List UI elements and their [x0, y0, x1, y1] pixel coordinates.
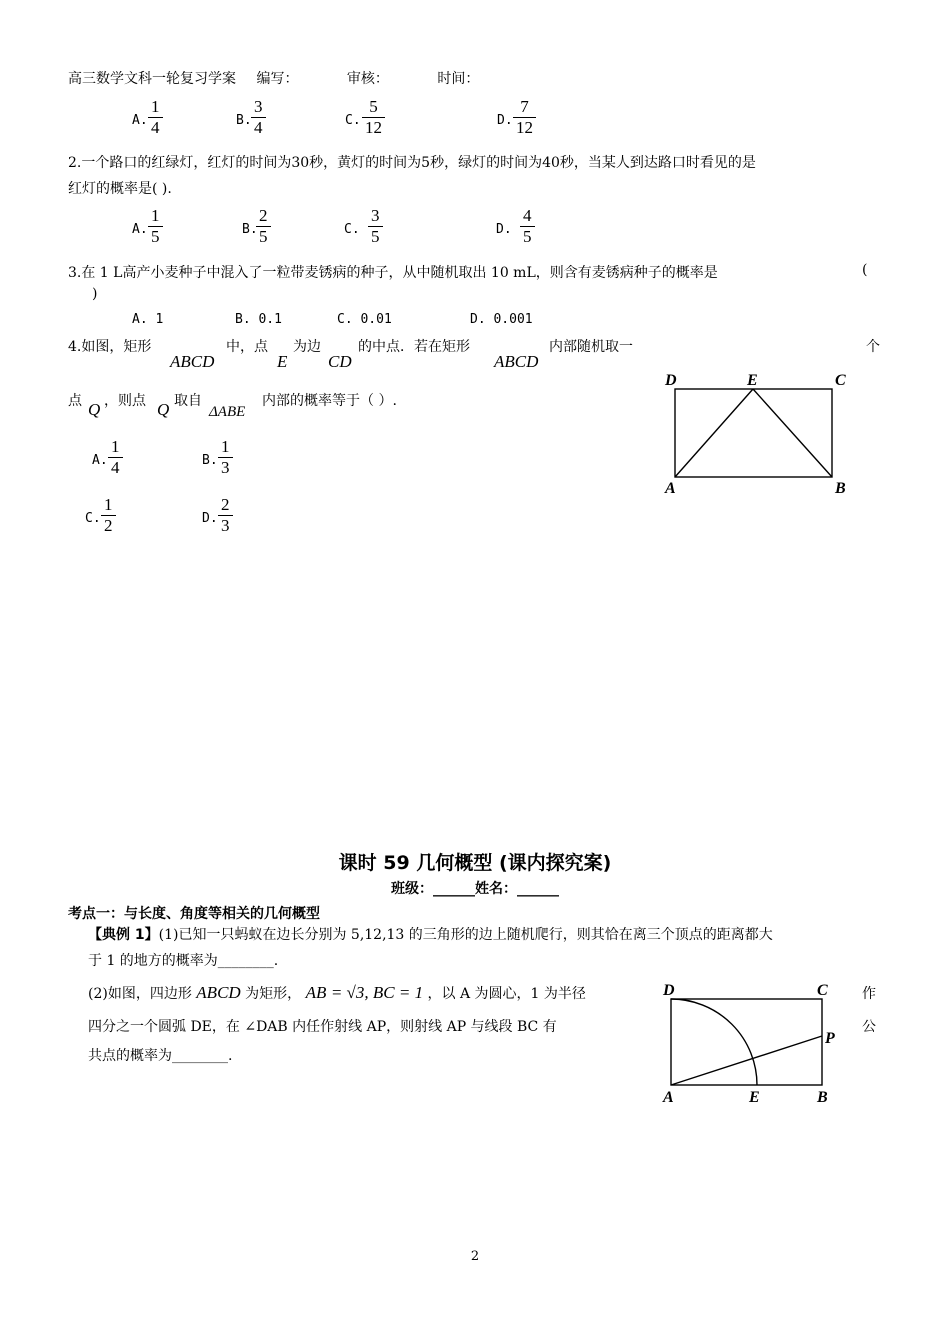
q1-option-label: A.	[132, 113, 148, 128]
q2-option-d-fraction: $\frac{4}{5}$	[520, 206, 535, 247]
q2-option-label: A.	[132, 222, 148, 237]
q4-math-q-2: Q	[157, 400, 170, 419]
example2-zuo: 作	[862, 986, 876, 1002]
q2-option-label: C.	[344, 222, 360, 237]
q4-rectangle	[675, 389, 832, 477]
q4-label-b: B	[835, 480, 846, 497]
q4-figure	[655, 366, 860, 501]
q4-text-2: 中，点	[226, 339, 268, 355]
q4-option-d-fraction: $\frac{2}{3}$	[218, 495, 233, 536]
q1-option-label: D.	[497, 113, 513, 128]
example2-line1	[88, 983, 586, 1003]
q4-label-e: E	[747, 372, 758, 389]
q4-option-a-fraction: $\frac{1}{4}$	[108, 437, 123, 478]
q2-line1: 2.一个路口的红绿灯，红灯的时间为30秒，黄灯的时间为5秒，绿灯的时间为40秒，当某人到达路口时看见的是	[68, 155, 756, 171]
q4-option-c-fraction: $\frac{1}{2}$	[101, 495, 116, 536]
example2-text-2: 为矩形，	[245, 986, 302, 1002]
q1-option-a-fraction: $\frac{1}{4}$	[148, 97, 163, 138]
q4-text-8: ，则点	[104, 393, 146, 409]
q3-option-a: A. 1	[132, 312, 164, 327]
q4-math-e: E	[277, 352, 288, 371]
example2-text-3: ，以 A 为圆心，1 为半径	[427, 986, 586, 1002]
q3-paren-open: (	[862, 262, 868, 278]
q4-option-label: C.	[85, 511, 101, 526]
q4-text-1: 4.如图，矩形	[68, 339, 152, 355]
q4-text-10: 内部的概率等于（ ）.	[262, 393, 397, 409]
header-title: 高三数学文科一轮复习学案	[68, 71, 236, 87]
q1-option-d-fraction: $\frac{7}{12}$	[513, 97, 536, 138]
header	[68, 68, 479, 88]
reviewer-label: 审核：	[346, 71, 389, 87]
q3-option-c: C. 0.01	[337, 312, 392, 327]
q4-text-4: 的中点．若在矩形	[358, 339, 470, 355]
example2-text-1: (2)如图，四边形	[88, 986, 192, 1002]
kaodian-heading: 考点一：与长度、角度等相关的几何概型	[68, 906, 320, 922]
q1-option-label: B.	[236, 113, 252, 128]
q2-line2: 红灯的概率是( ).	[68, 181, 172, 197]
q2-option-label: D.	[496, 222, 512, 237]
example1-line2: 于 1 的地方的概率为________.	[88, 953, 279, 969]
editor-label: 编写：	[256, 71, 299, 87]
q4-label-a: A	[665, 480, 676, 497]
q4-text-9: 取自	[174, 393, 202, 409]
q1-option-c-fraction: $\frac{5}{12}$	[362, 97, 385, 138]
q4-math-abcd-2: ABCD	[494, 352, 539, 371]
q4-option-label: D.	[202, 511, 218, 526]
q3-option-b: B. 0.1	[235, 312, 282, 327]
q4-text-6: 个	[866, 339, 880, 355]
page-number: 2	[470, 1249, 480, 1264]
q2-option-b-fraction: $\frac{2}{5}$	[256, 206, 271, 247]
example2-rectangle	[671, 999, 822, 1085]
example2-line2: 四分之一个圆弧 DE，在 ∠DAB 内任作射线 AP，则射线 AP 与线段 BC 有	[88, 1019, 557, 1035]
q4-option-b-fraction: $\frac{1}{3}$	[218, 437, 233, 478]
example2-arc	[671, 999, 757, 1085]
section-title: 课时 59 几何概型 (课内探究案)	[338, 852, 612, 874]
q1-option-label: C.	[345, 113, 361, 128]
q4-label-d: D	[665, 372, 677, 389]
q2-option-a-fraction: $\frac{1}{5}$	[148, 206, 163, 247]
example2-label-p: P	[825, 1030, 835, 1047]
q4-math-cd: CD	[328, 352, 352, 371]
q4-text-7: 点	[68, 393, 82, 409]
example2-line3: 共点的概率为________.	[88, 1048, 233, 1064]
example2-figure	[655, 978, 855, 1113]
example2-label-a: A	[663, 1089, 674, 1106]
class-name-line: 班级：______姓名：______	[391, 881, 559, 897]
q3-paren-close: )	[92, 286, 98, 302]
q3-line1: 3.在 1 L高产小麦种子中混入了一粒带麦锈病的种子，从中随机取出 10 mL，则含有麦锈病种子的概率是	[68, 265, 718, 281]
q2-option-c-fraction: $\frac{3}{5}$	[368, 206, 383, 247]
example2-label-c: C	[817, 982, 828, 999]
q4-option-label: B.	[202, 453, 218, 468]
q4-segment-eb	[753, 389, 832, 477]
example2-label-b: B	[817, 1089, 828, 1106]
example1-text: (1)已知一只蚂蚁在边长分别为 5,12,13 的三角形的边上随机爬行，则其恰在离三个顶点的距离都大	[158, 927, 773, 943]
example2-math-abcd: ABCD	[196, 983, 241, 1002]
time-label: 时间：	[437, 71, 480, 87]
q4-label-c: C	[835, 372, 846, 389]
q4-math-q: Q	[88, 400, 101, 419]
example1-line1	[88, 924, 773, 944]
q4-text-5: 内部随机取一	[549, 339, 633, 355]
q1-option-b-fraction: $\frac{3}{4}$	[251, 97, 266, 138]
example2-label-d: D	[663, 982, 675, 999]
example2-label-e: E	[749, 1089, 760, 1106]
q2-option-label: B.	[242, 222, 258, 237]
q4-segment-ae	[675, 389, 753, 477]
example2-math-ab: AB	[305, 983, 327, 1002]
example2-gong: 公	[862, 1019, 876, 1035]
q4-option-label: A.	[92, 453, 108, 468]
example1-tag: 【典例 1】	[88, 927, 159, 943]
example2-math-eq: = √3, BC = 1	[330, 983, 424, 1002]
q3-option-d: D. 0.001	[470, 312, 533, 327]
q4-math-triangle: ΔABE	[209, 404, 246, 420]
q4-text-3: 为边	[293, 339, 321, 355]
q4-math-abcd: ABCD	[170, 352, 215, 371]
